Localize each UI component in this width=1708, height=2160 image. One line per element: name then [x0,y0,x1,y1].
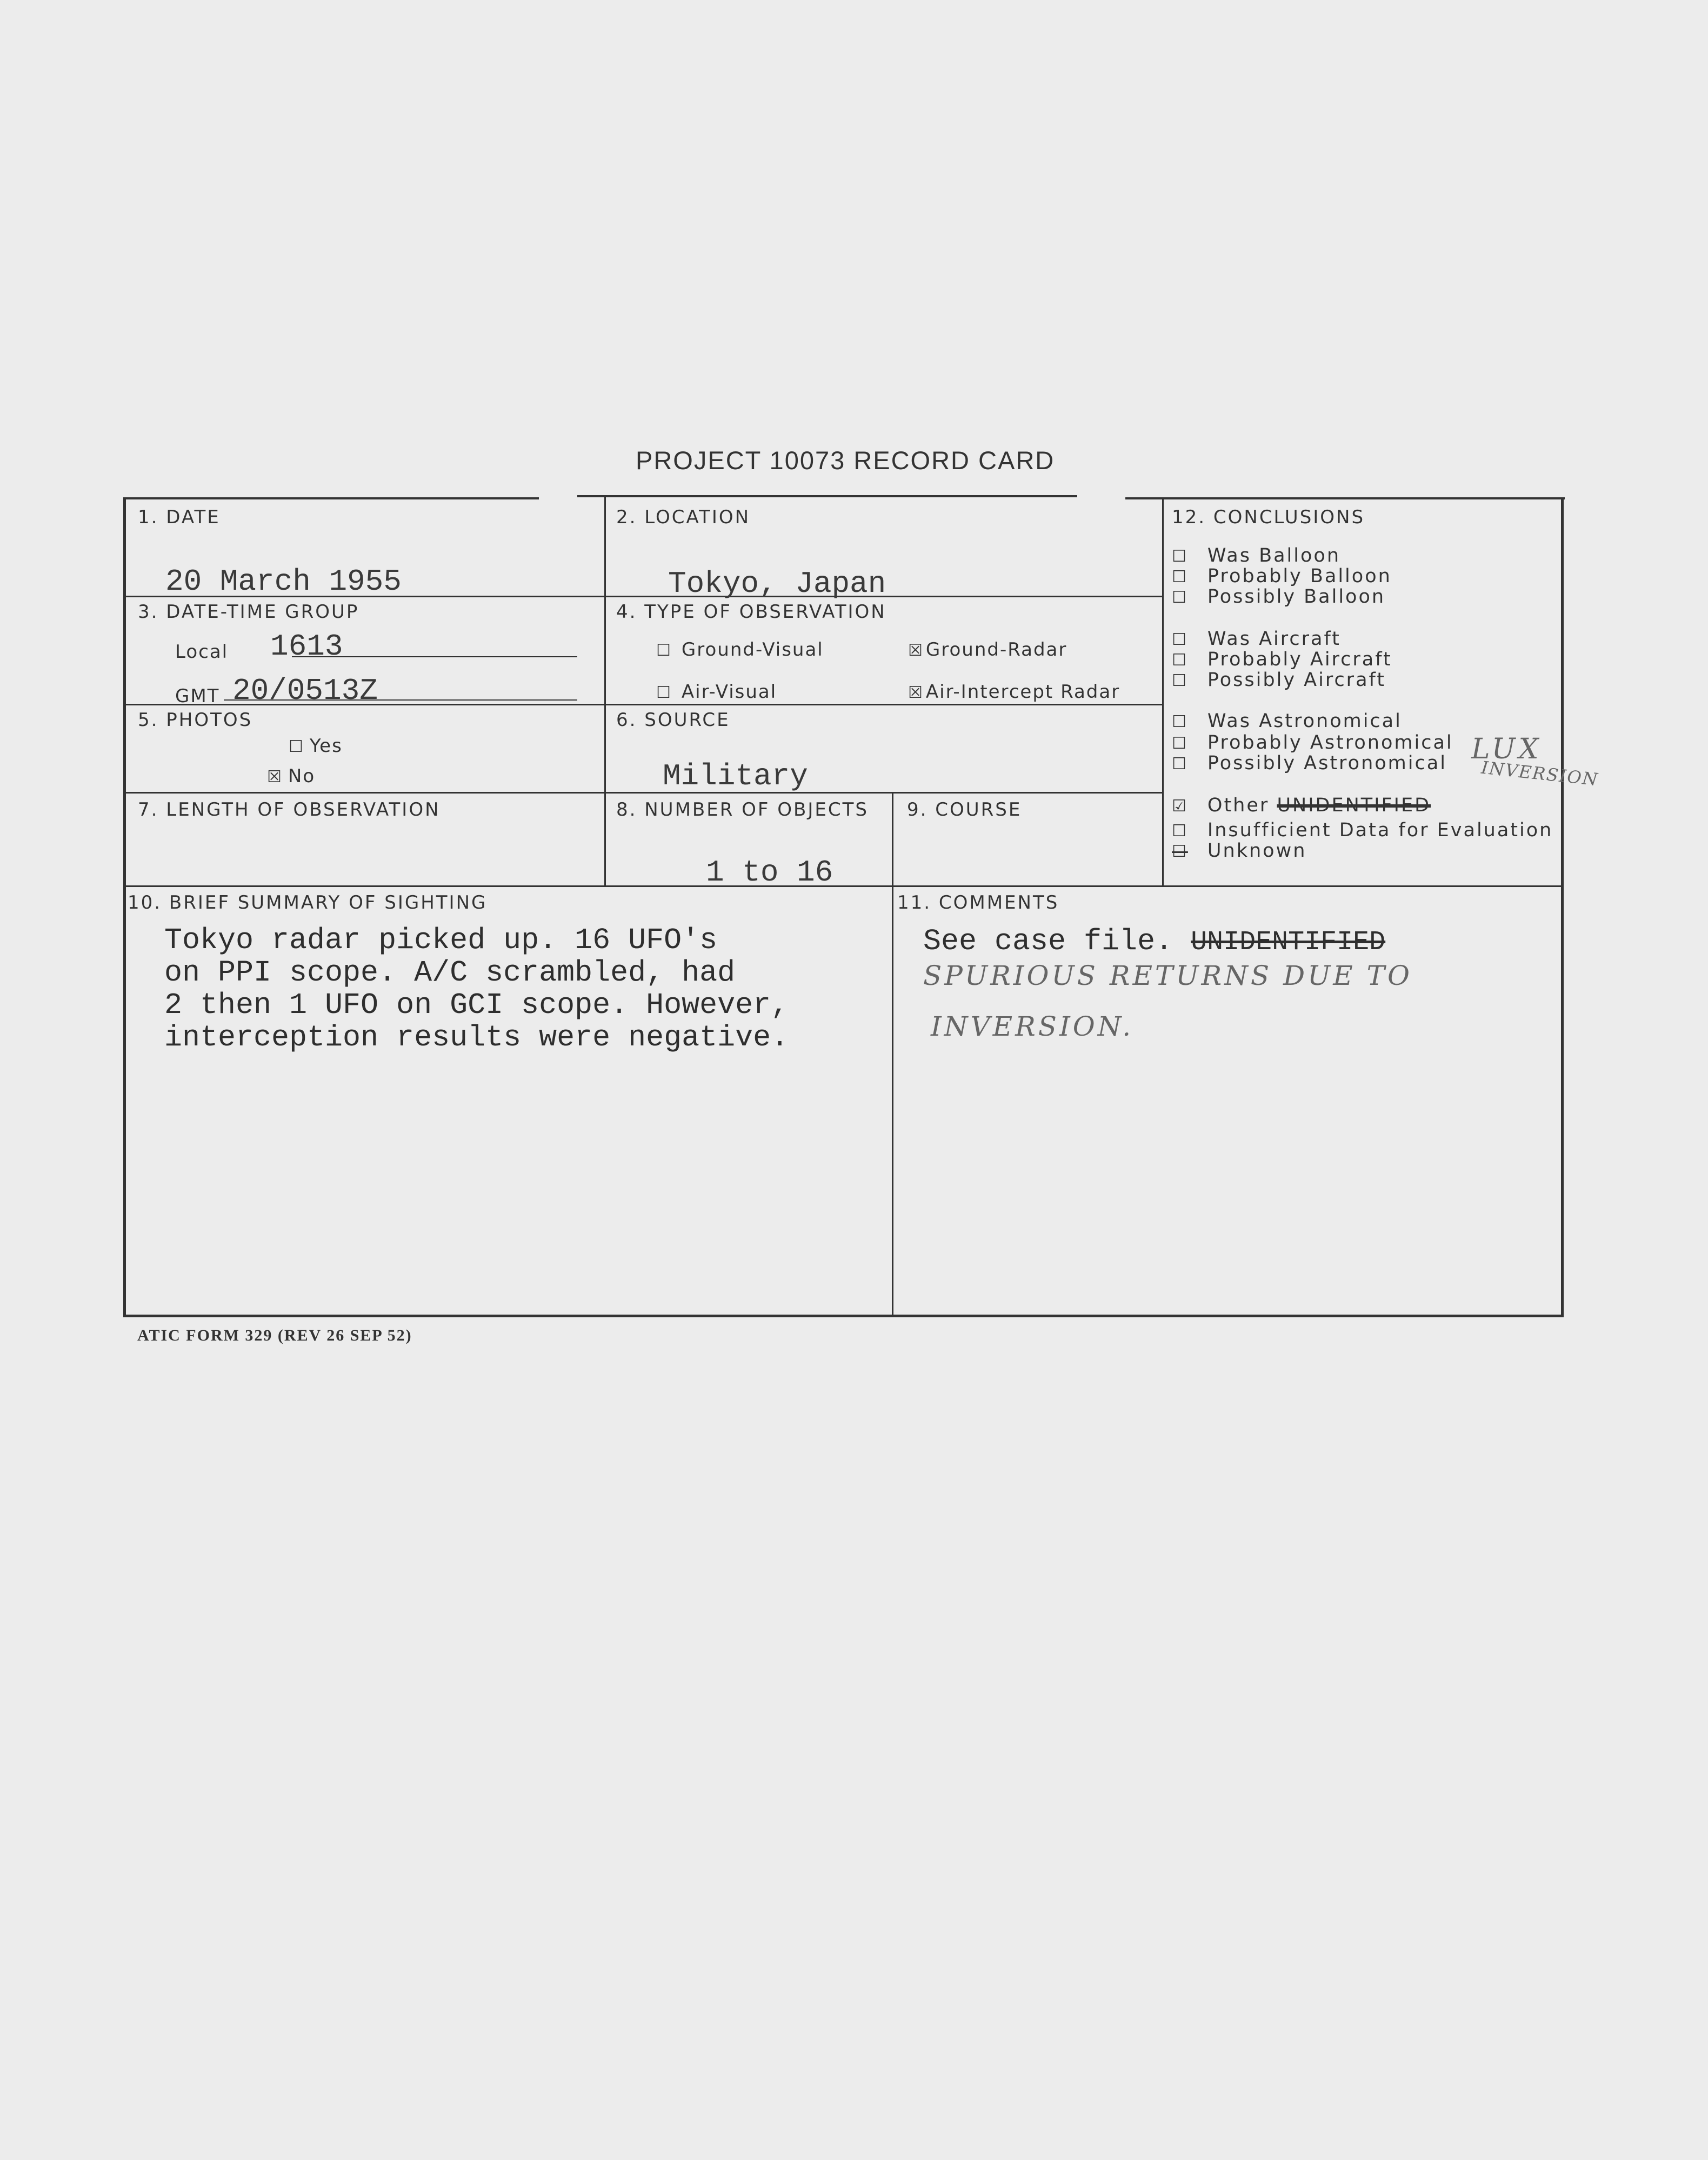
checkbox-empty-icon: ☐ [1172,712,1188,731]
air-visual-option [656,681,777,703]
ground-radar-option [908,639,1067,661]
conclusion-item: ☐ Possibly Balloon [1172,586,1386,608]
conclusion-item: ☐ Probably Aircraft [1172,649,1392,670]
photos-yes-option [289,735,343,757]
number-of-objects-value: 1 to 16 [706,855,833,890]
divider-v-comments [892,885,893,1316]
conclusions-handwritten-note1: LUX [1471,733,1542,765]
air-intercept-radar-option [908,681,1120,703]
ground-visual-label: Ground-Visual [681,639,824,661]
divider-v-col1 [604,497,606,885]
summary-line: 2 then 1 UFO on GCI scope. However, [164,988,789,1022]
conclusion-item: ☐ Possibly Astronomical [1172,752,1447,774]
photos-yes-label: Yes [309,735,343,757]
checkbox-empty-icon: ☐ [656,683,672,702]
checkbox-empty-icon: ☐ [1172,568,1188,586]
photos-label: 5. PHOTOS [138,709,253,731]
divider-h-row3 [125,792,1162,794]
gmt-value: 20/0513Z [232,674,378,708]
checkbox-empty-icon: ☐ [1172,755,1188,774]
checkbox-x-icon: ☒ [908,641,924,660]
summary-label: 10. BRIEF SUMMARY OF SIGHTING [128,892,488,914]
conclusion-item: ☐ Was Aircraft [1172,628,1341,650]
comments-label: 11. COMMENTS [897,892,1059,914]
checkbox-struck-icon: ☐ [1172,842,1188,861]
local-label: Local [175,641,229,663]
other-struck-text: UNIDENTIFIED [1277,795,1431,816]
local-value: 1613 [270,629,343,664]
comments-handwritten-line1: SPURIOUS RETURNS DUE TO [923,960,1412,991]
air-intercept-radar-label: Air-Intercept Radar [925,681,1120,703]
checkbox-empty-icon: ☐ [289,737,304,756]
length-of-observation-label: 7. LENGTH OF OBSERVATION [138,799,441,821]
form-id: ATIC FORM 329 (REV 26 SEP 52) [137,1326,412,1344]
conclusion-item: ☐ Probably Astronomical [1172,732,1453,754]
comments-typed [923,925,1385,959]
checkbox-empty-icon: ☐ [1172,734,1188,753]
frame-top-left [125,497,539,499]
summary-line: interception results were negative. [164,1021,789,1055]
divider-h-row4 [125,885,1563,887]
comments-handwritten-line2: INVERSION. [931,1011,1134,1042]
number-of-objects-label: 8. NUMBER OF OBJECTS [616,799,869,821]
divider-v-course [892,792,893,885]
photos-no-label: No [288,765,316,787]
conclusion-item: ☐ Insufficient Data for Evaluation [1172,819,1553,841]
checkbox-checked-icon: ☑ [1172,797,1188,816]
location-label: 2. LOCATION [616,506,751,528]
ground-radar-label: Ground-Radar [925,639,1068,661]
conclusion-item-other: ☑ Other UNIDENTIFIED [1172,795,1431,816]
type-of-observation-label: 4. TYPE OF OBSERVATION [616,601,886,623]
air-visual-label: Air-Visual [681,681,777,703]
summary-text [164,924,789,1054]
checkbox-empty-icon: ☐ [656,641,672,660]
checkbox-empty-icon: ☐ [1172,671,1188,690]
checkbox-empty-icon: ☐ [1172,822,1188,841]
conclusion-item: ☐ Probably Balloon [1172,565,1392,587]
frame-right [1561,498,1564,1317]
course-label: 9. COURSE [907,799,1022,821]
frame-top-mid [577,495,1077,497]
summary-line: Tokyo radar picked up. 16 UFO's [164,923,718,957]
divider-v-col2 [1162,497,1164,885]
summary-line: on PPI scope. A/C scrambled, had [164,956,736,990]
frame-top-right [1125,497,1565,499]
card-title: PROJECT 10073 RECORD CARD [636,446,1055,475]
gmt-label: GMT [175,685,220,707]
comments-struck-text: UNIDENTIFIED [1191,927,1386,958]
checkbox-empty-icon: ☐ [1172,588,1188,607]
location-value: Tokyo, Japan [668,566,886,601]
checkbox-empty-icon: ☐ [1172,547,1188,566]
ground-visual-option [656,639,824,661]
source-label: 6. SOURCE [616,709,730,731]
date-time-group-label: 3. DATE-TIME GROUP [138,601,359,623]
checkbox-empty-icon: ☐ [1172,651,1188,670]
date-value: 20 March 1955 [165,564,402,599]
photos-no-option [267,765,315,787]
conclusion-item: ☐ Was Astronomical [1172,710,1402,732]
checkbox-empty-icon: ☐ [1172,630,1188,649]
checkbox-x-icon: ☒ [267,768,283,786]
conclusions-handwritten-note2: INVERSION [1480,757,1600,790]
comments-typed-text: See case file. [923,924,1173,958]
conclusion-item: ☐ Was Balloon [1172,545,1340,566]
conclusion-item: ☐ Possibly Aircraft [1172,669,1386,691]
checkbox-x-icon: ☒ [908,683,924,702]
frame-left [123,497,126,1317]
conclusion-item: ☐ Unknown [1172,840,1307,862]
frame-bottom [123,1315,1564,1317]
date-label: 1. DATE [138,506,221,528]
source-value: Military [663,759,808,794]
conclusions-label: 12. CONCLUSIONS [1172,506,1365,528]
